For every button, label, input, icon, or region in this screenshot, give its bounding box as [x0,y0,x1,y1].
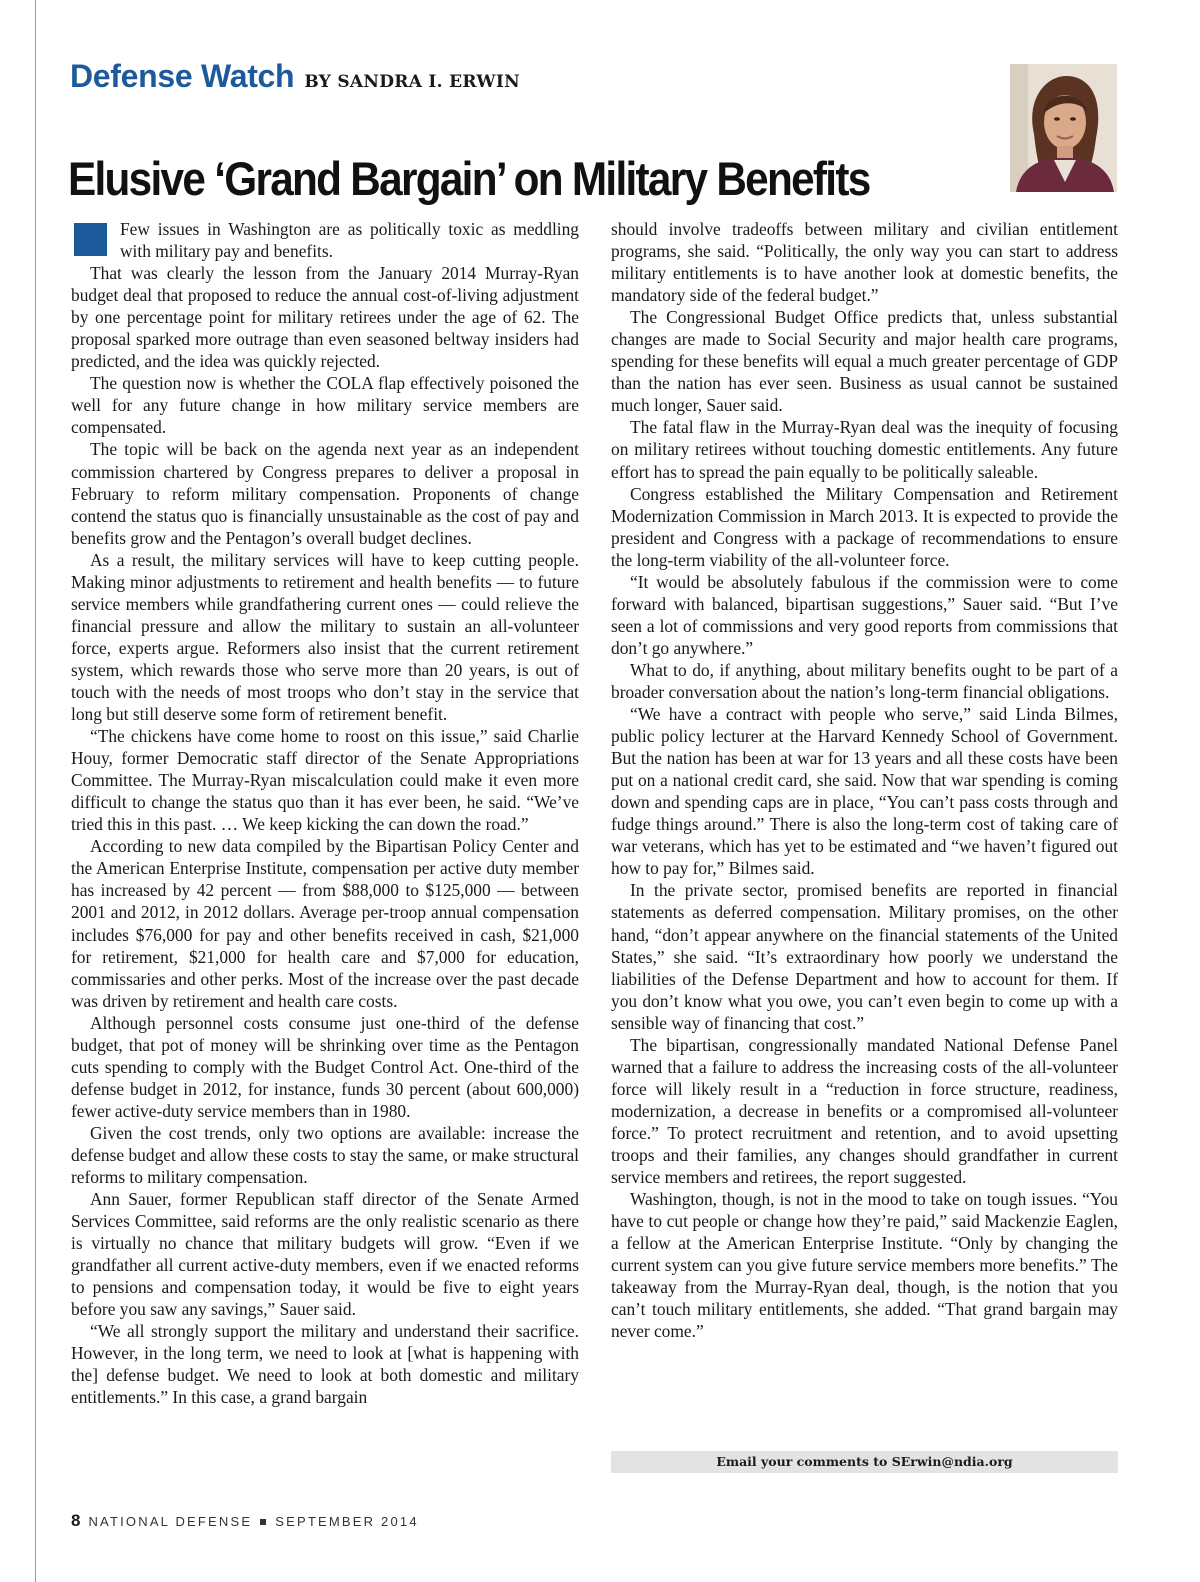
author-photo [1010,64,1117,192]
body-paragraph [71,218,579,262]
body-paragraph: The bipartisan, congressionally mandated National Defense Panel warned that a failure to address the increasing costs of the all-volunteer force will likely result in a “reduction in force structure, readiness, modernization, a decrease in benefits or a compromised all-volunteer force.” To protect recruitment and retention, and to avoid upsetting troops and their families, any changes should grandfather in current service members and retirees, the report suggested. [611,1034,1118,1188]
paragraph-text: Few issues in Washington are as politically toxic as meddling with military pay and benefits. [120,219,579,262]
email-comments-bar [611,1451,1118,1473]
issue-date: SEPTEMBER 2014 [275,1514,419,1529]
page-margin-rule [35,0,36,1582]
body-paragraph: should involve tradeoffs between military and civilian entitlement programs, she said. “Politically, the only way you can start to address military entitlements is to have another look at domestic benefits, the mandatory side of the federal budget.” [611,219,1118,306]
article-column-right [611,218,1118,1342]
body-paragraph: Given the cost trends, only two options are available: increase the defense budget and allow these costs to stay the same, or make structural reforms to military compensation. [71,1122,579,1188]
publication-name: NATIONAL DEFENSE [88,1514,253,1529]
byline: BY SANDRA I. ERWIN [304,72,520,92]
body-paragraph: According to new data compiled by the Bipartisan Policy Center and the American Enterprise Institute, compensation per active duty member has increased by 42 percent — from $88,000 to $125,000 — between 2001 and 2012, in 2012 dollars. Average per-troop annual compensation includes $76,000 for pay and other benefits received in cash, $21,000 for retirement, $21,000 for health care and $7,000 for education, commissaries and other perks. Most of the increase over the past decade was driven by retirement and health care costs. [71,836,579,1011]
body-paragraph: The question now is whether the COLA flap effectively poisoned the well for any future change in how military service members are compensated. [71,373,579,438]
body-paragraph: “It would be absolutely fabulous if the commission were to come forward with balanced, bipartisan suggestions,” Sauer said. “But I’ve seen a lot of commissions and very good reports from commissions that don’t go anywhere.” [611,571,1118,658]
drop-square-marker [74,223,107,256]
body-paragraph: “The chickens have come home to roost on this issue,” said Charlie Houy, former Democratic staff director of the Senate Appropriations Committee. The Murray-Ryan miscalculation could make it even more difficult to change the status quo than it has ever been, he said. “We’ve tried this in this past. … We keep kicking the can down the road.” [71,726,579,835]
body-paragraph: Washington, though, is not in the mood to take on tough issues. “You have to cut people or change how they’re paid,” said Mackenzie Eaglen, a fellow at the American Enterprise Institute. “Only by changing the current system can you give future service members more benefits.” The takeaway from the Murray-Ryan deal, though, is the notion that you can’t touch military entitlements, she added. “That grand bargain may never come.” [611,1189,1118,1342]
page-number: 8 [71,1511,81,1530]
body-paragraph: Ann Sauer, former Republican staff director of the Senate Armed Services Committee, said reforms are the only realistic scenario as there is virtually no chance that military budgets will grow. “Even if we grandfather all current active-duty members, even if we enacted reforms to pensions and compensation today, it would be five to eight years before you saw any savings,” Sauer said. [71,1189,579,1320]
body-paragraph: As a result, the military services will have to keep cutting people. Making minor adjustments to retirement and health benefits — to future service members while grandfathering current ones — could relieve the financial pressure and allow the military to sustain an all-volunteer force, experts argue. Reformers also insist that the current retirement system, which rewards those who serve more than 20 years, is out of touch with the needs of most troops who don’t stay in the service that long but still deserve some form of retirement benefit. [71,549,579,725]
body-paragraph: “We have a contract with people who serve,” said Linda Bilmes, public policy lecturer at the Harvard Kennedy School of Government. But the nation has been at war for 13 years and all these costs have been put on a national credit card, she said. Now that war spending is coming down and spending caps are in place, “You can’t pass costs through and fudge things around.” There is also the long-term cost of taking care of war veterans, which has yet to be estimated and “we haven’t figured out how to pay for,” Bilmes said. [611,704,1118,879]
email-prompt: Email your comments to [716,1454,892,1469]
body-paragraph: What to do, if anything, about military benefits ought to be part of a broader conversation about the nation’s long-term financial obligations. [611,659,1118,702]
article-column-left [71,218,579,1409]
body-paragraph: Congress established the Military Compensation and Retirement Modernization Commission in March 2013. It is expected to provide the president and Congress with a package of recommendations to ensure the long-term viability of the all-volunteer force. [611,483,1118,570]
email-link[interactable]: SErwin@ndia.org [891,1454,1013,1469]
column-header [70,58,520,95]
body-paragraph: “We all strongly support the military and understand their sacrifice. However, in the long term, we need to look at [what is happening with the] defense budget. We need to look at both domestic and military entitlements.” In this case, a grand bargain [71,1321,579,1408]
column-name: Defense Watch [70,58,295,94]
page-footer [71,1511,419,1531]
body-paragraph: Although personnel costs consume just one-third of the defense budget, that pot of money will be shrinking over time as the Pentagon cuts spending to comply with the Budget Control Act. One-third of the defense budget in 2012, for instance, funds 30 percent (about 600,000) fewer active-duty service members than in 1980. [71,1012,579,1121]
body-paragraph: The Congressional Budget Office predicts that, unless substantial changes are made to Social Security and major health care programs, spending for these benefits will equal a much greater percentage of GDP than the nation has ever seen. Business as usual cannot be sustained much longer, Sauer said. [611,307,1118,416]
footer-separator [260,1519,266,1525]
body-paragraph: The topic will be back on the agenda next year as an independent commission chartered by Congress prepares to deliver a proposal in February to reform military compensation. Proponents of change contend the status quo is financially unsustainable as the cost of pay and benefits grow and the Pentagon’s overall budget declines. [71,439,579,548]
body-paragraph: In the private sector, promised benefits are reported in financial statements as deferred compensation. Military promises, on the other hand, “don’t appear anywhere on the financial statements of the United States,” she said. “It’s extraordinary how poorly we understand the liabilities of the Defense Department and how to account for them. If you don’t know what you owe, you can’t even begin to come up with a sensible way of financing that cost.” [611,880,1118,1033]
headline: Elusive ‘Grand Bargain’ on Military Benefits [68,152,870,205]
body-paragraph: The fatal flaw in the Murray-Ryan deal was the inequity of focusing on military retirees without touching domestic entitlements. Any future effort has to spread the pain equally to be politically saleable. [611,417,1118,482]
body-paragraph: That was clearly the lesson from the January 2014 Murray-Ryan budget deal that proposed to reduce the annual cost-of-living adjustment by one percentage point for military retirees under the age of 62. The proposal sparked more outrage than even seasoned beltway insiders had predicted, and the idea was quickly rejected. [71,263,579,372]
